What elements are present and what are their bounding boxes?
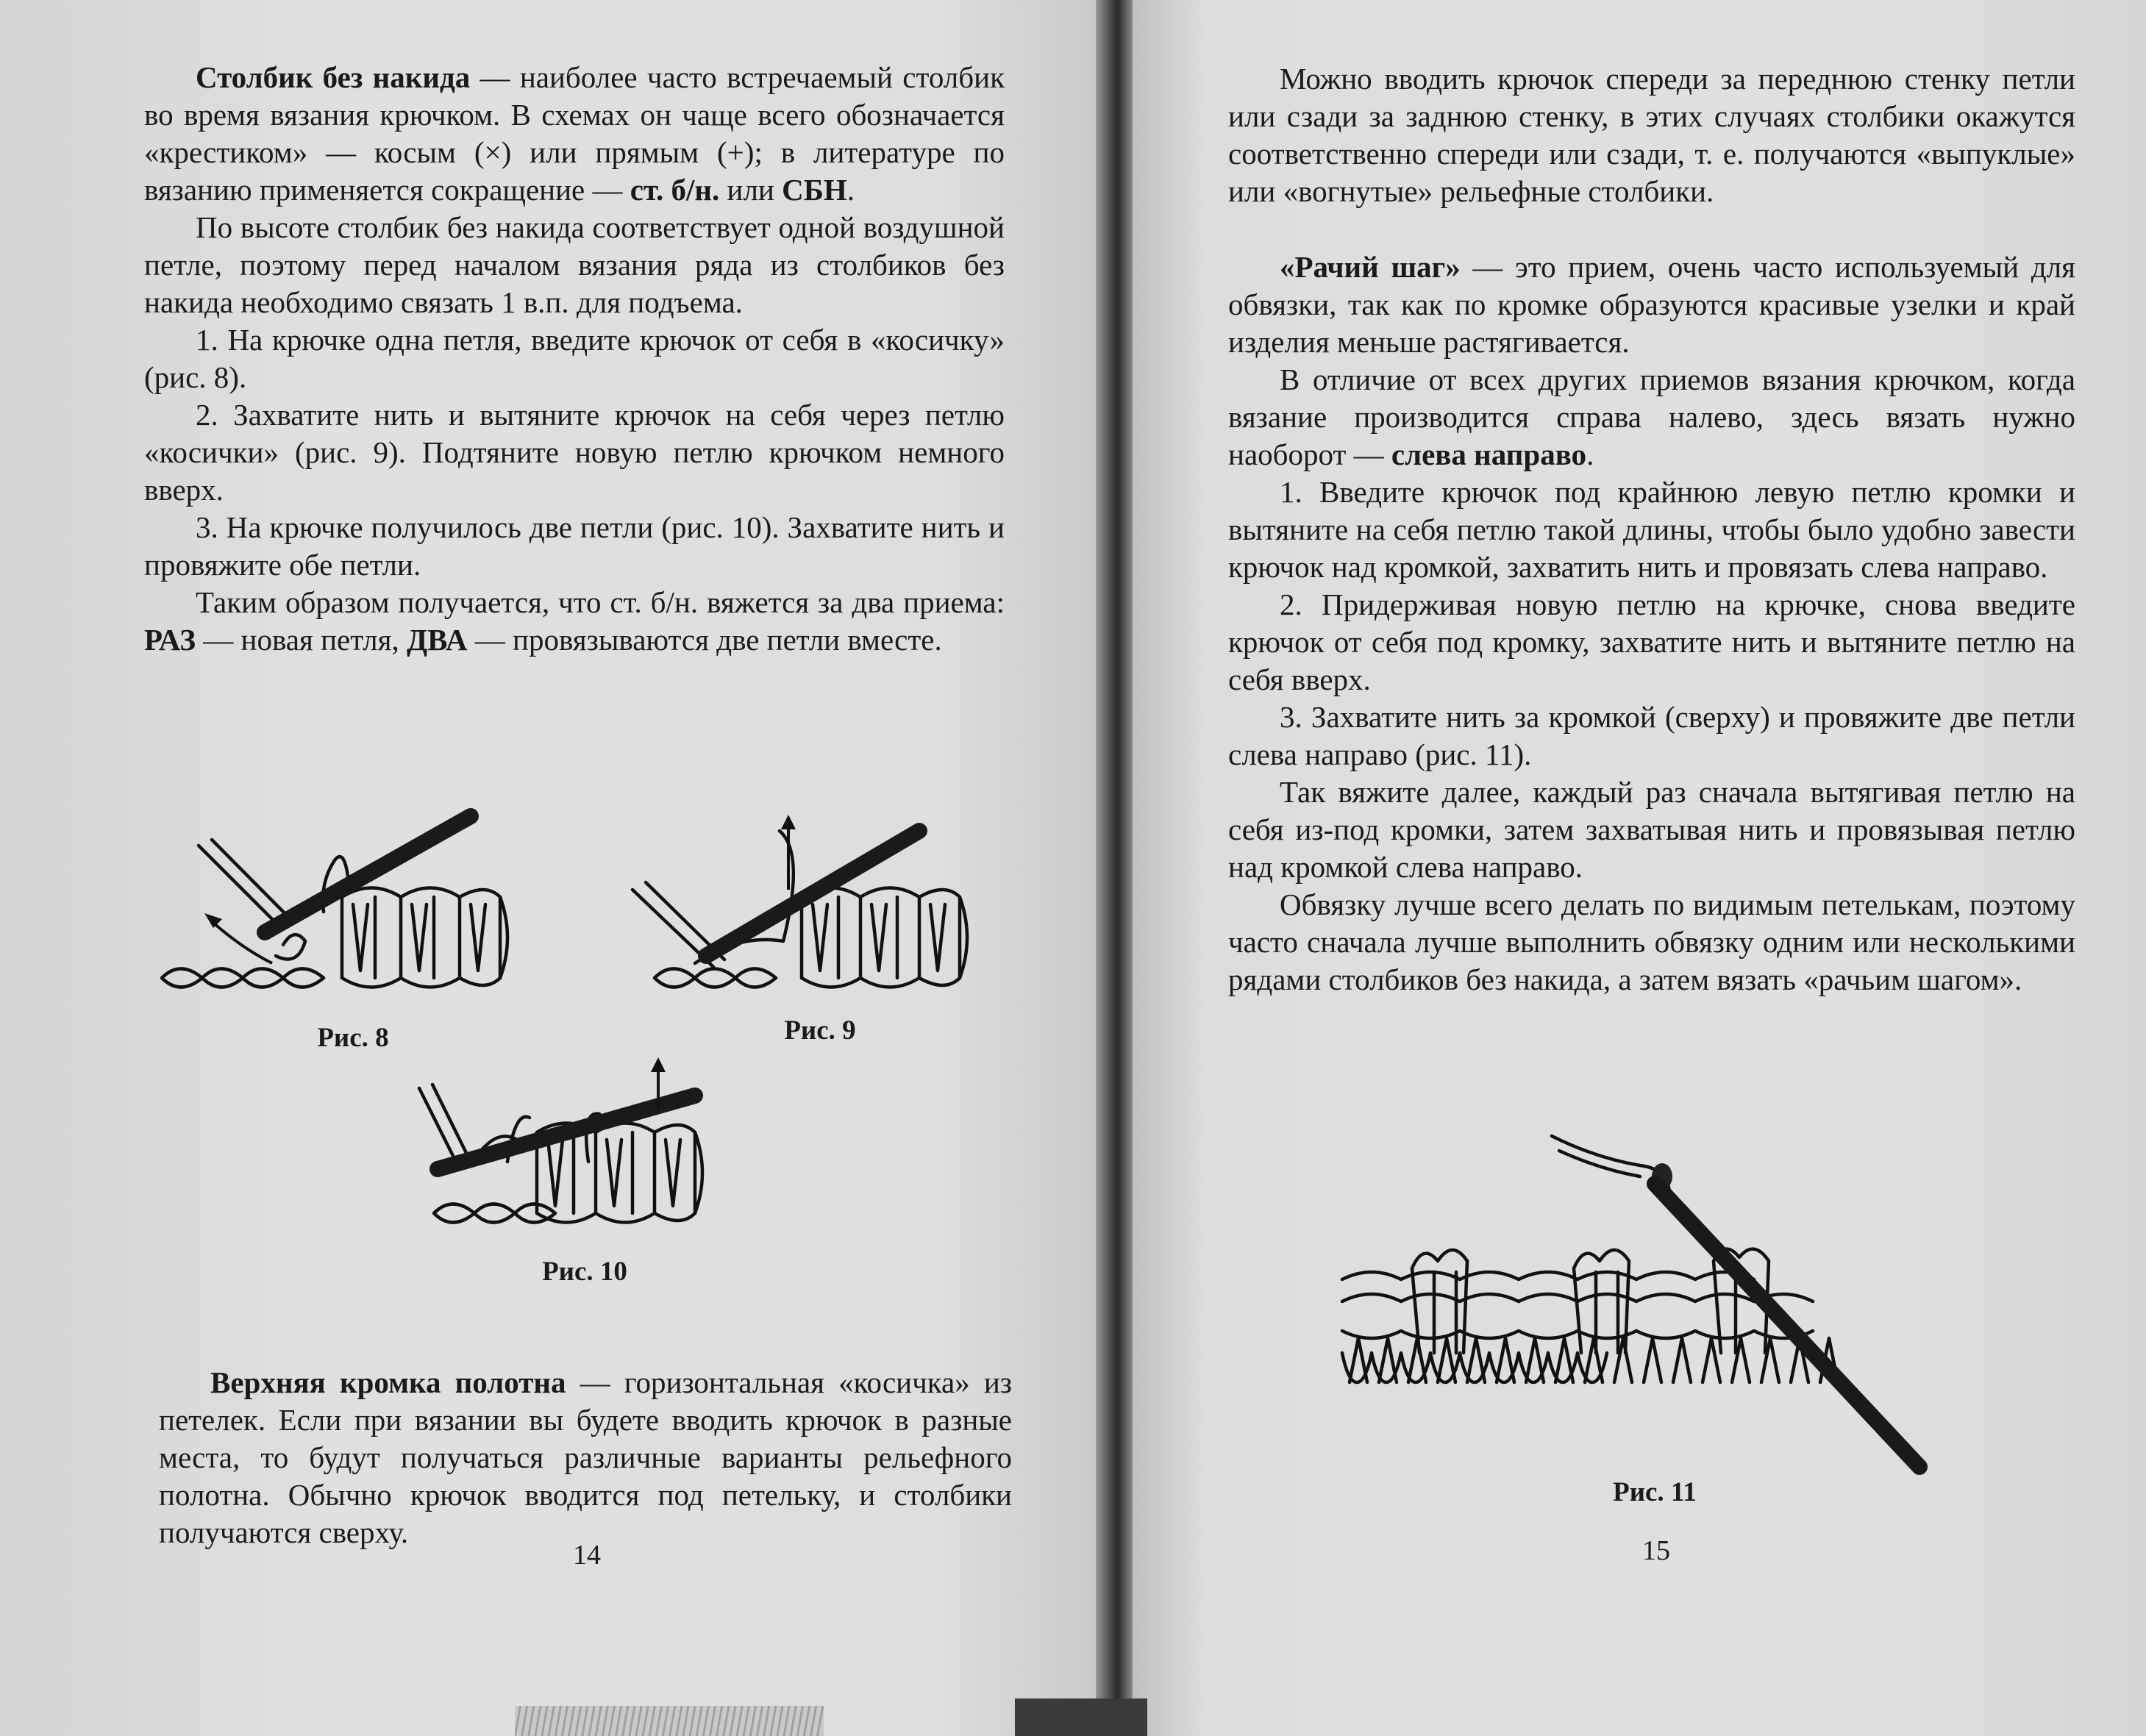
page-number-right: 15 [1642, 1535, 1670, 1566]
paragraph-top-edge: Верхняя кромка полотна — горизонтальная «косичка» из петелек. Если при вязании вы будете вводить крючок в разные места, то будут получаться различные варианты рельефного полотна. Обычно крючок вводится под петельку, и столбики получаются сверху. [159, 1365, 1012, 1549]
paragraph-crab-stitch: «Рачий шаг» — это прием, очень часто используемый для обвязки, так как по кромке образуются красивые узелки и край изделия меньше растягивается. [1228, 250, 2075, 359]
left-page-text [144, 59, 1005, 659]
figure-11-illustration [1338, 1132, 1971, 1471]
paragraph-two-steps: Таким образом получается, что ст. б/н. вяжется за два приема: РАЗ — новая петля, ДВА — провязываются две петли вместе. [144, 585, 1005, 657]
book-gutter [1096, 0, 1133, 1736]
right-page-text [1228, 60, 2075, 999]
page-number-left: 14 [573, 1540, 601, 1571]
paragraph-direction: В отличие от всех других приемов вязания крючком, когда вязание производится справа налево, здесь вязать нужно наоборот — слева направо. [1228, 362, 2075, 471]
paragraph-relief-stitches: Можно вводить крючок спереди за переднюю стенку петли или сзади за заднюю стенку, в этих случаях столбики окажутся соответственно спереди или сзади, т. е. получаются «выпуклые» или «вогнутые» рельефные столбики. [1228, 62, 2075, 208]
paragraph-edging-advice: Обвязку лучше всего делать по видимым петелькам, поэтому часто сначала лучше выполнить обвязку одним или несколькими рядами столбиков без накида, а затем вязать «рачьим шагом». [1228, 887, 2075, 996]
step-1: 1. На крючке одна петля, введите крючок от себя в «косичку» (рис. 8). [144, 323, 1005, 394]
figure-8-illustration [154, 801, 537, 1022]
paragraph-height: По высоте столбик без накида соответствует одной воздушной петле, поэтому перед началом вязания ряда из столбиков без накида необходимо связать 1 в.п. для подъема. [144, 210, 1005, 319]
crab-step-3: 3. Захватите нить за кромкой (сверху) и провяжите две петли слева направо (рис. 11). [1228, 700, 2075, 771]
figure-10-caption: Рис. 10 [542, 1257, 627, 1287]
paragraph-continue: Так вяжите далее, каждый раз сначала вытягивая петлю на себя из-под кромки, затем захватывая нить и провязывая петлю над кромкой слева направо. [1228, 775, 2075, 884]
figure-9-illustration [625, 809, 1008, 1015]
book-spine-bottom [1015, 1699, 1147, 1736]
term-top-edge: Верхняя кромка полотна [210, 1365, 566, 1399]
figure-10-illustration [412, 1051, 765, 1250]
figure-9-caption: Рис. 9 [784, 1015, 856, 1046]
step-2: 2. Захватите нить и вытяните крючок на себя через петлю «косички» (рис. 9). Подтяните новую петлю крючком немного вверх. [144, 398, 1005, 507]
paragraph-single-crochet: Столбик без накида — наиболее часто встречаемый столбик во время вязания крючком. В схемах он чаще всего обозначается «крестиком» — косым (×) или прямым (+); в литературе по вязанию применяется сокращение — ст. б/н. или СБН. [144, 60, 1005, 207]
figure-8-caption: Рис. 8 [317, 1023, 389, 1053]
step-3: 3. На крючке получилось две петли (рис. 10). Захватите нить и провяжите обе петли. [144, 510, 1005, 582]
page-edge-scrap [515, 1706, 824, 1736]
term-single-crochet: Столбик без накида [196, 60, 471, 94]
figure-11-caption: Рис. 11 [1613, 1477, 1697, 1507]
crab-step-1: 1. Введите крючок под крайнюю левую петлю кромки и вытяните на себя петлю такой длины, чтобы было удобно завести крючок над кромкой, захватить нить и провязать слева направо. [1228, 475, 2075, 584]
term-crab-stitch: «Рачий шаг» [1280, 250, 1461, 284]
crab-step-2: 2. Придерживая новую петлю на крючке, снова введите крючок от себя под кромку, захватите нить и вытяните петлю на себя вверх. [1228, 587, 2075, 696]
